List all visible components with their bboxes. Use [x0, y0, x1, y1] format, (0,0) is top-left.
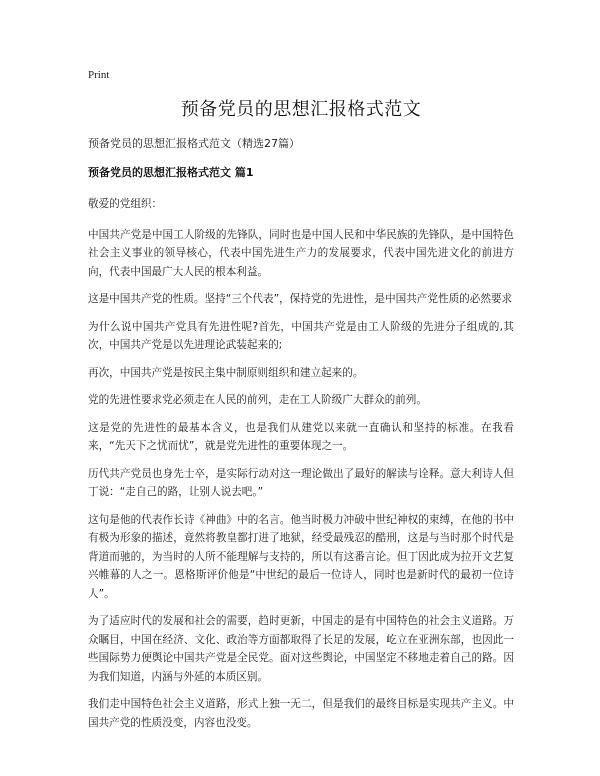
- paragraph-7: 历代共产党员也身先士卒，是实际行动对这一理论做出了最好的解读与诠释。意大利诗人但丁说：“走自己的路，让别人说去吧。”: [88, 467, 514, 498]
- greeting: 敬爱的党组织：: [88, 198, 163, 210]
- document-title: 预备党员的思想汇报格式范文: [180, 99, 422, 120]
- paragraph-5: 党的先进性要求党必须走在人民的前列，走在工人阶级广大群众的前列。: [88, 394, 427, 406]
- paragraph-8: 这句是他的代表作长诗《神曲》中的名言。他当时极力冲破中世纪神权的束缚，在他的书中有极为形象的描述，竟然将教皇都打进了地狱，经受最残忍的酷刑，这是与当时那个时代是背道而驰的，为当时的人所不能理解与支持的，所以有这番言论。但丁因此成为拉开文艺复兴帷幕的人之一。恩格斯评价他是“中世纪的最后一位诗人，同时也是新时代的最初一位诗人”。: [88, 513, 514, 600]
- paragraph-3: 为什么说中国共产党具有先进性呢?首先，中国共产党是由工人阶级的先进分子组成的,其次，中国共产党是以先进理论武装起来的;: [88, 320, 514, 351]
- paragraph-2: 这是中国共产党的性质。坚持“三个代表”，保持党的先进性，是中国共产党性质的必然要求: [88, 293, 513, 305]
- print-label[interactable]: Print: [88, 69, 110, 81]
- paragraph-1: 中国共产党是中国工人阶级的先锋队，同时也是中国人民和中华民族的先锋队，是中国特色社会主义事业的领导核心，代表中国先进生产力的发展要求，代表中国先进文化的前进方向，代表中国最广大人民的根本利益。: [88, 228, 514, 278]
- paragraph-6: 这是党的先进性的最基本含义，也是我们从建党以来就一直确认和坚持的标准。在我看来，“先天下之忧而忧”，就是党先进性的重要体现之一。: [88, 421, 514, 452]
- section-heading: 预备党员的思想汇报格式范文 篇1: [88, 166, 254, 179]
- paragraph-9: 为了适应时代的发展和社会的需要，趋时更新，中国走的是有中国特色的社会主义道路。万众瞩目，中国在经济、文化、政治等方面都取得了长足的发展，屹立在亚洲东部，也因此一些国际势力便舆论中国共产党是全民党。面对这些舆论，中国坚定不移地走着自己的路。因为我们知道，内涵与外延的本质区别。: [88, 615, 514, 683]
- paragraph-10: 我们走中国特色社会主义道路，形式上独一无二，但是我们的最终目标是实现共产主义。中国共产党的性质没变，内容也没变。: [88, 698, 514, 729]
- document-subtitle: 预备党员的思想汇报格式范文（精选27篇）: [88, 137, 300, 150]
- paragraph-4: 再次，中国共产党是按民主集中制原则组织和建立起来的。: [88, 366, 364, 379]
